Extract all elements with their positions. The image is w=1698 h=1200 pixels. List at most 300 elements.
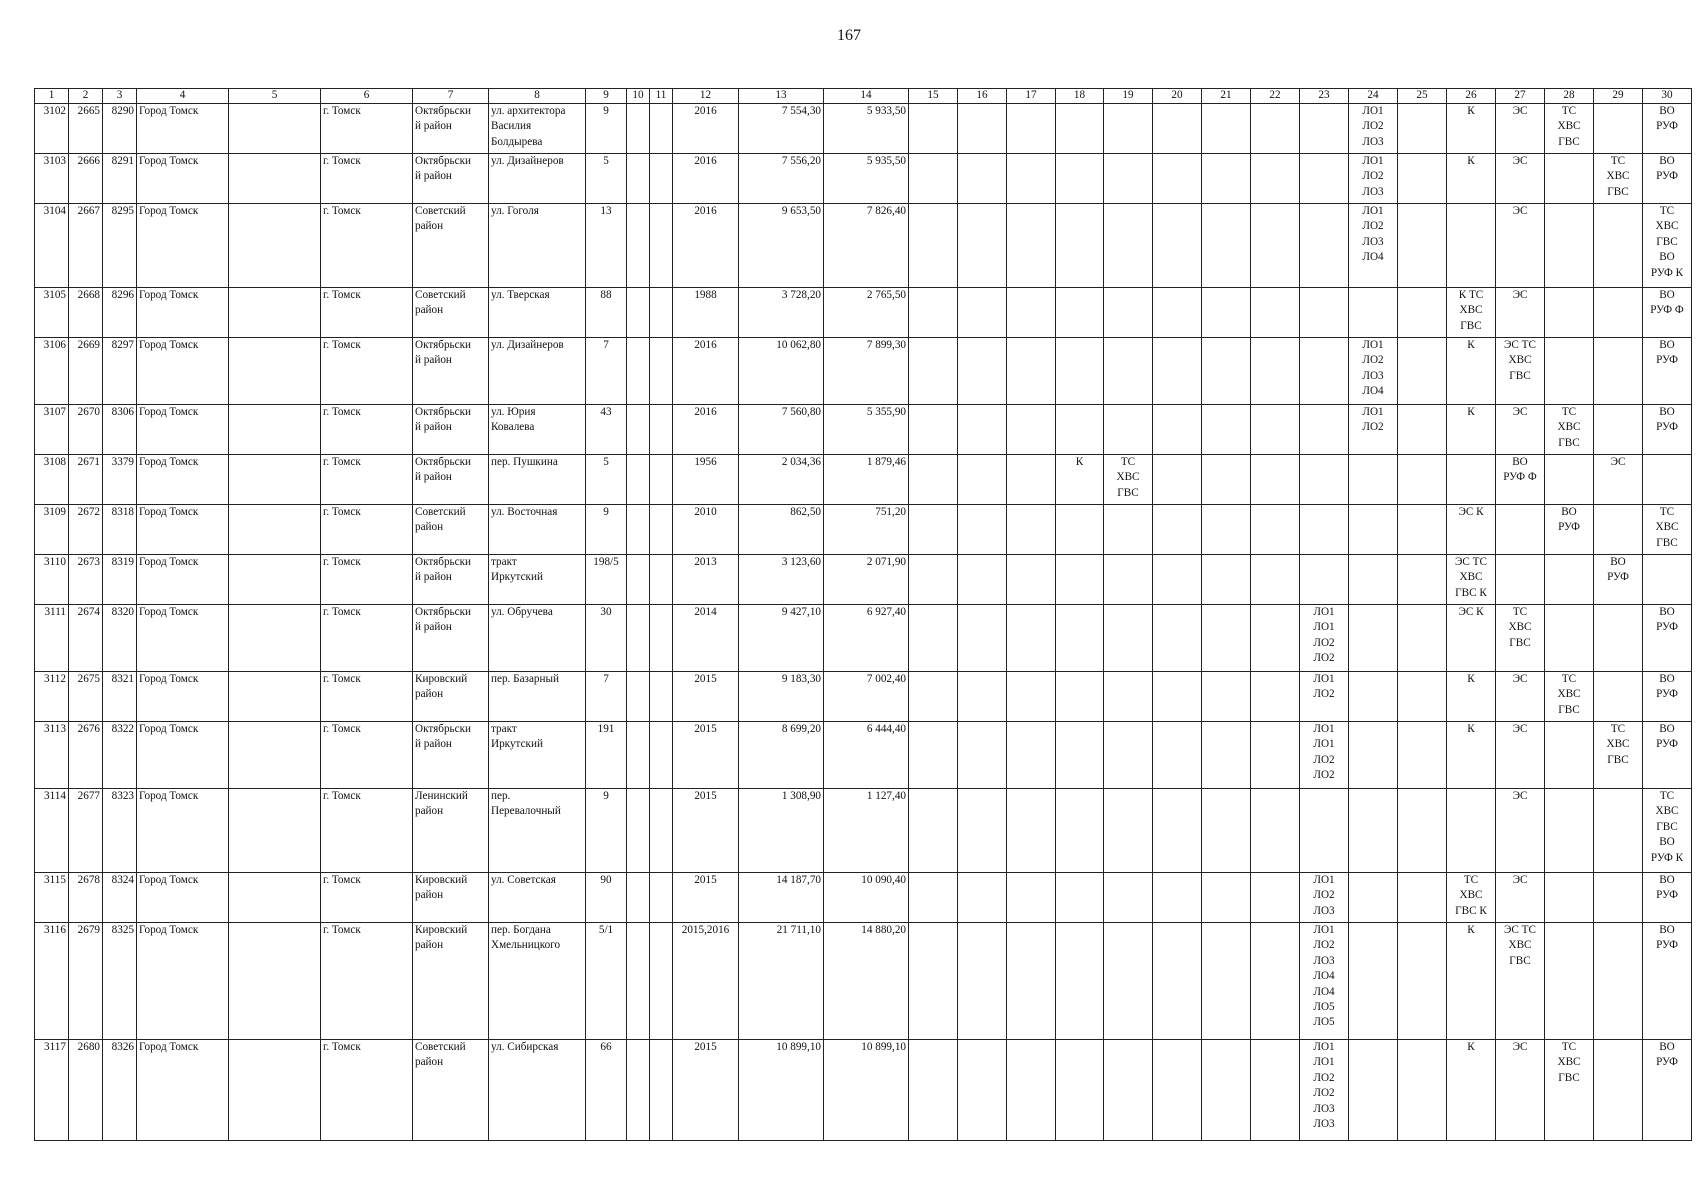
table-cell-col-25	[1398, 405, 1447, 455]
table-cell-col-29	[1594, 288, 1643, 338]
table-cell-col-30: ВО РУФ	[1643, 104, 1692, 154]
table-cell-col-3: 8322	[103, 722, 137, 789]
table-cell-col-4: Город Томск	[137, 455, 229, 505]
table-cell-col-12: 2015	[673, 1040, 739, 1141]
table-cell-col-19	[1104, 288, 1153, 338]
table-cell-col-11	[650, 505, 673, 555]
table-cell-col-28	[1545, 923, 1594, 1040]
table-cell-col-30: ТС ХВС ГВС ВО РУФ К	[1643, 789, 1692, 873]
table-cell-col-5	[229, 923, 321, 1040]
table-row	[35, 605, 1692, 672]
table-cell-col-3: 8320	[103, 605, 137, 672]
table-cell-col-2: 2671	[69, 455, 103, 505]
table-cell-col-28	[1545, 789, 1594, 873]
table-cell-col-21	[1202, 455, 1251, 505]
table-cell-col-1: 3112	[35, 672, 69, 722]
table-cell-col-12: 1988	[673, 288, 739, 338]
table-cell-col-22	[1251, 672, 1300, 722]
column-header: 6	[321, 89, 413, 104]
table-cell-col-6: г. Томск	[321, 672, 413, 722]
table-cell-col-16	[958, 672, 1007, 722]
table-cell-col-22	[1251, 505, 1300, 555]
table-cell-col-21	[1202, 722, 1251, 789]
table-cell-col-3: 8318	[103, 505, 137, 555]
table-cell-col-11	[650, 455, 673, 505]
table-cell-col-18	[1056, 923, 1104, 1040]
table-cell-col-18: К	[1056, 455, 1104, 505]
table-cell-col-14: 2 765,50	[824, 288, 909, 338]
table-cell-col-20	[1153, 722, 1202, 789]
table-cell-col-7: Кировский район	[413, 873, 489, 923]
table-cell-col-29: ТС ХВС ГВС	[1594, 154, 1643, 204]
table-cell-col-22	[1251, 555, 1300, 605]
table-cell-col-21	[1202, 873, 1251, 923]
table-cell-col-7: Ленинский район	[413, 789, 489, 873]
table-cell-col-8: тракт Иркутский	[489, 722, 586, 789]
table-cell-col-3: 8323	[103, 789, 137, 873]
table-cell-col-3: 8324	[103, 873, 137, 923]
table-cell-col-2: 2680	[69, 1040, 103, 1141]
column-header: 11	[650, 89, 673, 104]
column-header: 1	[35, 89, 69, 104]
table-cell-col-26	[1447, 789, 1496, 873]
table-cell-col-20	[1153, 288, 1202, 338]
table-cell-col-5	[229, 405, 321, 455]
table-cell-col-7: Советский район	[413, 505, 489, 555]
table-cell-col-27: ЭС	[1496, 204, 1545, 288]
table-cell-col-28	[1545, 873, 1594, 923]
table-cell-col-3: 8297	[103, 338, 137, 405]
table-cell-col-1: 3116	[35, 923, 69, 1040]
table-cell-col-15	[909, 722, 958, 789]
table-cell-col-9: 198/5	[586, 555, 627, 605]
table-cell-col-1: 3111	[35, 605, 69, 672]
table-cell-col-17	[1007, 923, 1056, 1040]
table-cell-col-5	[229, 672, 321, 722]
table-cell-col-11	[650, 104, 673, 154]
table-cell-col-6: г. Томск	[321, 1040, 413, 1141]
column-header: 25	[1398, 89, 1447, 104]
table-cell-col-16	[958, 605, 1007, 672]
table-cell-col-2: 2670	[69, 405, 103, 455]
table-cell-col-23: ЛО1 ЛО1 ЛО2 ЛО2 ЛО3 ЛО3	[1300, 1040, 1349, 1141]
table-cell-col-12: 2015	[673, 722, 739, 789]
table-cell-col-8: пер. Пушкина	[489, 455, 586, 505]
table-cell-col-15	[909, 505, 958, 555]
table-cell-col-11	[650, 923, 673, 1040]
table-cell-col-28: ВО РУФ	[1545, 505, 1594, 555]
table-cell-col-22	[1251, 405, 1300, 455]
table-cell-col-5	[229, 722, 321, 789]
table-cell-col-4: Город Томск	[137, 672, 229, 722]
table-cell-col-23	[1300, 104, 1349, 154]
table-cell-col-26: К ТС ХВС ГВС	[1447, 288, 1496, 338]
table-cell-col-7: Октябрьски й район	[413, 104, 489, 154]
table-cell-col-21	[1202, 923, 1251, 1040]
table-cell-col-8: ул. Дизайнеров	[489, 154, 586, 204]
table-cell-col-15	[909, 288, 958, 338]
table-cell-col-24: ЛО1 ЛО2 ЛО3 ЛО4	[1349, 338, 1398, 405]
table-cell-col-28	[1545, 722, 1594, 789]
table-cell-col-14: 751,20	[824, 505, 909, 555]
table-cell-col-26: ТС ХВС ГВС К	[1447, 873, 1496, 923]
table-cell-col-26	[1447, 204, 1496, 288]
table-cell-col-22	[1251, 722, 1300, 789]
table-cell-col-25	[1398, 104, 1447, 154]
table-cell-col-1: 3110	[35, 555, 69, 605]
table-cell-col-30	[1643, 455, 1692, 505]
table-cell-col-26: К	[1447, 722, 1496, 789]
table-cell-col-6: г. Томск	[321, 605, 413, 672]
table-cell-col-9: 43	[586, 405, 627, 455]
table-cell-col-14: 14 880,20	[824, 923, 909, 1040]
table-cell-col-27	[1496, 555, 1545, 605]
table-cell-col-4: Город Томск	[137, 605, 229, 672]
table-cell-col-23	[1300, 789, 1349, 873]
table-cell-col-7: Советский район	[413, 288, 489, 338]
table-cell-col-1: 3105	[35, 288, 69, 338]
table-cell-col-10	[627, 1040, 650, 1141]
table-cell-col-16	[958, 555, 1007, 605]
table-cell-col-1: 3104	[35, 204, 69, 288]
table-cell-col-24	[1349, 722, 1398, 789]
table-cell-col-14: 6 927,40	[824, 605, 909, 672]
table-cell-col-17	[1007, 555, 1056, 605]
table-cell-col-25	[1398, 722, 1447, 789]
table-cell-col-4: Город Томск	[137, 722, 229, 789]
table-cell-col-6: г. Томск	[321, 204, 413, 288]
table-cell-col-10	[627, 672, 650, 722]
table-cell-col-17	[1007, 154, 1056, 204]
table-cell-col-19	[1104, 605, 1153, 672]
table-cell-col-21	[1202, 104, 1251, 154]
table-cell-col-28	[1545, 204, 1594, 288]
table-cell-col-22	[1251, 288, 1300, 338]
table-row	[35, 505, 1692, 555]
table-cell-col-30: ВО РУФ	[1643, 672, 1692, 722]
column-header: 12	[673, 89, 739, 104]
table-cell-col-17	[1007, 405, 1056, 455]
table-row	[35, 1040, 1692, 1141]
table-cell-col-26: ЭС К	[1447, 605, 1496, 672]
table-cell-col-2: 2667	[69, 204, 103, 288]
table-cell-col-21	[1202, 505, 1251, 555]
table-cell-col-6: г. Томск	[321, 104, 413, 154]
table-cell-col-12: 2016	[673, 405, 739, 455]
table-cell-col-29	[1594, 605, 1643, 672]
table-cell-col-1: 3106	[35, 338, 69, 405]
table-cell-col-13: 10 062,80	[739, 338, 824, 405]
table-cell-col-22	[1251, 1040, 1300, 1141]
table-cell-col-26	[1447, 455, 1496, 505]
table-cell-col-25	[1398, 555, 1447, 605]
table-cell-col-23	[1300, 555, 1349, 605]
column-header: 10	[627, 89, 650, 104]
table-cell-col-17	[1007, 204, 1056, 288]
table-cell-col-27: ЭС	[1496, 405, 1545, 455]
table-cell-col-7: Октябрьски й район	[413, 722, 489, 789]
table-cell-col-16	[958, 923, 1007, 1040]
table-cell-col-9: 5	[586, 455, 627, 505]
table-cell-col-14: 10 090,40	[824, 873, 909, 923]
table-cell-col-23	[1300, 288, 1349, 338]
table-cell-col-27	[1496, 505, 1545, 555]
table-cell-col-23	[1300, 204, 1349, 288]
table-cell-col-30: ТС ХВС ГВС ВО РУФ К	[1643, 204, 1692, 288]
table-cell-col-14: 7 899,30	[824, 338, 909, 405]
table-cell-col-4: Город Томск	[137, 873, 229, 923]
table-cell-col-20	[1153, 405, 1202, 455]
table-cell-col-27: ЭС ТС ХВС ГВС	[1496, 923, 1545, 1040]
table-cell-col-28	[1545, 455, 1594, 505]
table-cell-col-18	[1056, 789, 1104, 873]
table-cell-col-4: Город Томск	[137, 923, 229, 1040]
table-cell-col-28	[1545, 555, 1594, 605]
column-header: 3	[103, 89, 137, 104]
table-cell-col-22	[1251, 204, 1300, 288]
table-cell-col-24	[1349, 789, 1398, 873]
table-cell-col-12: 2015	[673, 789, 739, 873]
table-cell-col-13: 10 899,10	[739, 1040, 824, 1141]
table-cell-col-15	[909, 104, 958, 154]
table-cell-col-28: ТС ХВС ГВС	[1545, 405, 1594, 455]
table-cell-col-3: 8325	[103, 923, 137, 1040]
table-cell-col-27: ЭС	[1496, 789, 1545, 873]
table-cell-col-2: 2675	[69, 672, 103, 722]
table-cell-col-16	[958, 405, 1007, 455]
table-cell-col-23	[1300, 405, 1349, 455]
table-cell-col-30: ВО РУФ	[1643, 405, 1692, 455]
table-cell-col-22	[1251, 104, 1300, 154]
table-cell-col-19	[1104, 405, 1153, 455]
table-cell-col-23	[1300, 154, 1349, 204]
column-header: 8	[489, 89, 586, 104]
table-cell-col-27: ЭС	[1496, 1040, 1545, 1141]
table-cell-col-16	[958, 455, 1007, 505]
table-cell-col-13: 1 308,90	[739, 789, 824, 873]
table-cell-col-10	[627, 789, 650, 873]
table-row	[35, 555, 1692, 605]
column-header: 5	[229, 89, 321, 104]
column-header: 15	[909, 89, 958, 104]
table-cell-col-23: ЛО1 ЛО1 ЛО2 ЛО2	[1300, 722, 1349, 789]
table-cell-col-18	[1056, 873, 1104, 923]
column-header: 2	[69, 89, 103, 104]
table-cell-col-8: ул. Восточная	[489, 505, 586, 555]
table-cell-col-3: 8296	[103, 288, 137, 338]
table-cell-col-30: ВО РУФ	[1643, 722, 1692, 789]
table-cell-col-9: 7	[586, 338, 627, 405]
table-cell-col-18	[1056, 1040, 1104, 1141]
table-cell-col-7: Советский район	[413, 1040, 489, 1141]
table-cell-col-16	[958, 204, 1007, 288]
table-row	[35, 104, 1692, 154]
table-cell-col-26: К	[1447, 405, 1496, 455]
table-cell-col-19	[1104, 505, 1153, 555]
table-cell-col-21	[1202, 405, 1251, 455]
table-cell-col-8: ул. архитектора Василия Болдырева	[489, 104, 586, 154]
table-cell-col-29: ЭС	[1594, 455, 1643, 505]
table-row	[35, 789, 1692, 873]
table-cell-col-11	[650, 338, 673, 405]
table-cell-col-18	[1056, 338, 1104, 405]
table-row	[35, 672, 1692, 722]
table-cell-col-15	[909, 204, 958, 288]
table-cell-col-28	[1545, 338, 1594, 405]
table-cell-col-24	[1349, 455, 1398, 505]
table-cell-col-1: 3109	[35, 505, 69, 555]
table-cell-col-8: ул. Юрия Ковалева	[489, 405, 586, 455]
table-cell-col-21	[1202, 789, 1251, 873]
table-cell-col-27: ЭС ТС ХВС ГВС	[1496, 338, 1545, 405]
table-cell-col-21	[1202, 605, 1251, 672]
registry-table	[34, 88, 1692, 1141]
table-cell-col-6: г. Томск	[321, 873, 413, 923]
column-header: 29	[1594, 89, 1643, 104]
table-cell-col-25	[1398, 672, 1447, 722]
table-cell-col-9: 9	[586, 789, 627, 873]
table-cell-col-30: ВО РУФ	[1643, 1040, 1692, 1141]
table-cell-col-5	[229, 104, 321, 154]
table-cell-col-1: 3113	[35, 722, 69, 789]
table-cell-col-21	[1202, 204, 1251, 288]
table-cell-col-12: 2016	[673, 338, 739, 405]
table-cell-col-18	[1056, 154, 1104, 204]
table-cell-col-8: ул. Советская	[489, 873, 586, 923]
table-cell-col-18	[1056, 555, 1104, 605]
table-cell-col-19	[1104, 873, 1153, 923]
table-cell-col-19	[1104, 672, 1153, 722]
table-cell-col-8: пер. Базарный	[489, 672, 586, 722]
table-cell-col-6: г. Томск	[321, 789, 413, 873]
table-cell-col-6: г. Томск	[321, 154, 413, 204]
table-cell-col-2: 2666	[69, 154, 103, 204]
table-cell-col-13: 862,50	[739, 505, 824, 555]
table-cell-col-15	[909, 405, 958, 455]
table-cell-col-17	[1007, 873, 1056, 923]
table-cell-col-13: 8 699,20	[739, 722, 824, 789]
table-cell-col-15	[909, 154, 958, 204]
table-cell-col-12: 2014	[673, 605, 739, 672]
column-header: 17	[1007, 89, 1056, 104]
column-header: 14	[824, 89, 909, 104]
table-cell-col-26: К	[1447, 104, 1496, 154]
table-cell-col-12: 2016	[673, 154, 739, 204]
table-row	[35, 722, 1692, 789]
table-cell-col-27: ВО РУФ Ф	[1496, 455, 1545, 505]
column-header: 9	[586, 89, 627, 104]
table-cell-col-13: 7 556,20	[739, 154, 824, 204]
table-cell-col-25	[1398, 338, 1447, 405]
table-cell-col-29	[1594, 923, 1643, 1040]
table-cell-col-3: 8326	[103, 1040, 137, 1141]
table-cell-col-2: 2676	[69, 722, 103, 789]
table-cell-col-24	[1349, 873, 1398, 923]
table-cell-col-22	[1251, 873, 1300, 923]
table-cell-col-1: 3114	[35, 789, 69, 873]
column-header: 18	[1056, 89, 1104, 104]
table-cell-col-24	[1349, 555, 1398, 605]
table-cell-col-24	[1349, 605, 1398, 672]
table-cell-col-9: 9	[586, 505, 627, 555]
table-cell-col-9: 66	[586, 1040, 627, 1141]
table-cell-col-13: 14 187,70	[739, 873, 824, 923]
table-cell-col-13: 9 427,10	[739, 605, 824, 672]
table-cell-col-22	[1251, 154, 1300, 204]
table-cell-col-14: 7 002,40	[824, 672, 909, 722]
table-cell-col-10	[627, 722, 650, 789]
table-cell-col-25	[1398, 923, 1447, 1040]
table-cell-col-22	[1251, 789, 1300, 873]
table-cell-col-27: ЭС	[1496, 288, 1545, 338]
table-cell-col-25	[1398, 505, 1447, 555]
table-cell-col-8: ул. Тверская	[489, 288, 586, 338]
table-cell-col-16	[958, 1040, 1007, 1141]
table-cell-col-5	[229, 288, 321, 338]
table-cell-col-12: 2015	[673, 873, 739, 923]
table-cell-col-9: 191	[586, 722, 627, 789]
table-cell-col-1: 3107	[35, 405, 69, 455]
table-cell-col-24	[1349, 1040, 1398, 1141]
column-header: 23	[1300, 89, 1349, 104]
table-cell-col-17	[1007, 605, 1056, 672]
table-cell-col-3: 8295	[103, 204, 137, 288]
table-cell-col-7: Кировский район	[413, 672, 489, 722]
table-cell-col-1: 3115	[35, 873, 69, 923]
table-cell-col-11	[650, 722, 673, 789]
table-cell-col-13: 7 554,30	[739, 104, 824, 154]
table-cell-col-6: г. Томск	[321, 455, 413, 505]
table-cell-col-2: 2673	[69, 555, 103, 605]
table-cell-col-27: ЭС	[1496, 154, 1545, 204]
column-header: 13	[739, 89, 824, 104]
table-cell-col-15	[909, 338, 958, 405]
table-cell-col-5	[229, 455, 321, 505]
table-cell-col-24	[1349, 923, 1398, 1040]
table-cell-col-3: 8321	[103, 672, 137, 722]
table-cell-col-17	[1007, 789, 1056, 873]
table-cell-col-18	[1056, 104, 1104, 154]
table-cell-col-20	[1153, 104, 1202, 154]
column-header: 27	[1496, 89, 1545, 104]
table-cell-col-23	[1300, 338, 1349, 405]
table-cell-col-20	[1153, 154, 1202, 204]
table-cell-col-5	[229, 204, 321, 288]
table-cell-col-10	[627, 555, 650, 605]
table-cell-col-11	[650, 605, 673, 672]
table-cell-col-27: ЭС	[1496, 873, 1545, 923]
table-cell-col-4: Город Томск	[137, 338, 229, 405]
table-cell-col-26: К	[1447, 672, 1496, 722]
table-cell-col-29	[1594, 104, 1643, 154]
table-cell-col-25	[1398, 789, 1447, 873]
table-cell-col-14: 5 933,50	[824, 104, 909, 154]
column-header: 19	[1104, 89, 1153, 104]
table-cell-col-2: 2669	[69, 338, 103, 405]
table-cell-col-11	[650, 1040, 673, 1141]
table-cell-col-17	[1007, 338, 1056, 405]
table-cell-col-19	[1104, 338, 1153, 405]
table-cell-col-24	[1349, 288, 1398, 338]
table-cell-col-16	[958, 505, 1007, 555]
table-cell-col-29: ВО РУФ	[1594, 555, 1643, 605]
table-cell-col-2: 2679	[69, 923, 103, 1040]
table-cell-col-21	[1202, 1040, 1251, 1141]
table-cell-col-13: 9 653,50	[739, 204, 824, 288]
table-cell-col-15	[909, 789, 958, 873]
table-cell-col-27: ТС ХВС ГВС	[1496, 605, 1545, 672]
table-cell-col-6: г. Томск	[321, 555, 413, 605]
